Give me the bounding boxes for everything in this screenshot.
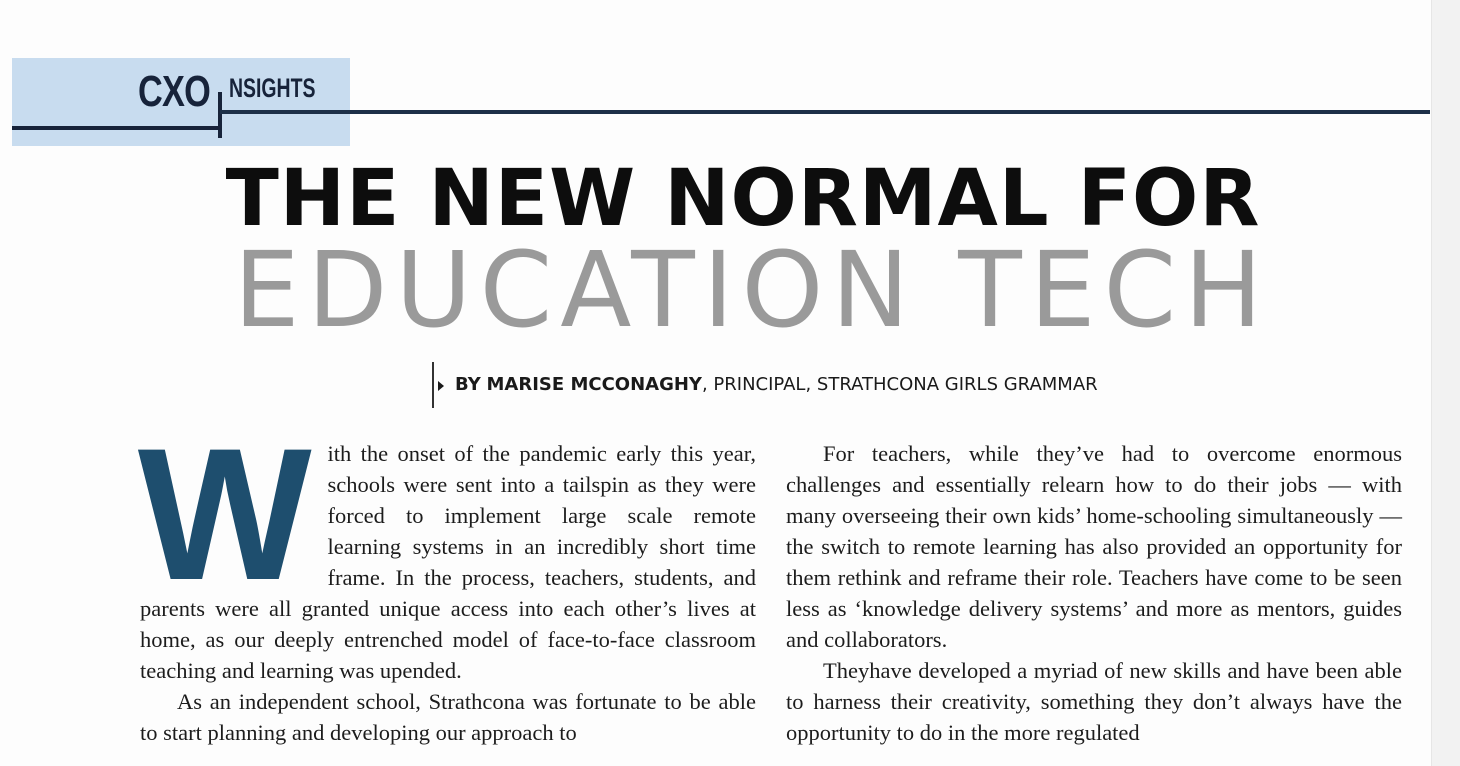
header-rule-right [220, 110, 1430, 114]
section-label-cxo: CXO [138, 67, 211, 116]
article-title-line-2: EDUCATION TECH [233, 229, 1271, 351]
article-paragraph [137, 409, 756, 686]
byline-arrow-icon [438, 381, 444, 391]
byline-prefix: BY [455, 374, 481, 395]
header-rule-left [12, 126, 220, 130]
article-paragraph: As an independent school, Strathcona was fortunate to be able to start planning and developing our approach to [140, 689, 756, 745]
article-paragraph: For teachers, while they’ve had to overcome enormous challenges and essentially relearn how to do their jobs — with many overseeing their own kids’ home-schooling simultaneously — the switch to remote learning has also provided an opportunity for them rethink and reframe their role. Teachers have come to be seen less as ‘knowledge delivery systems’ and more as mentors, guides and collaborators. [786, 441, 1402, 652]
drop-cap: W [137, 409, 312, 619]
article-title-line-1: THE NEW NORMAL FOR [225, 154, 1261, 244]
article-column-left [137, 409, 756, 748]
byline-role: , PRINCIPAL, STRATHCONA GIRLS GRAMMAR [701, 374, 1098, 395]
byline-divider [432, 362, 434, 408]
article-column-right [786, 438, 1402, 748]
article-byline [455, 374, 1098, 396]
section-label-insights: NSIGHTS [229, 73, 316, 103]
scrollbar-track[interactable] [1431, 0, 1460, 766]
section-label-divider [218, 92, 222, 138]
paragraph-text: ith the onset of the pandemic early this year, schools were sent into a tailspin as they were forced to implement large scale remote learning systems in an incredibly short time frame. In the process, teachers, students, and parents were all granted unique access into each other’s lives at home, as our deeply entrenched model of face-to-face classroom teaching and learning was upended. [140, 441, 756, 683]
byline-author: MARISE MCCONAGHY [486, 374, 702, 395]
article-paragraph: Theyhave developed a myriad of new skills and have been able to harness their creativity, something they don’t always have the opportunity to do in the more regulated [786, 658, 1402, 745]
